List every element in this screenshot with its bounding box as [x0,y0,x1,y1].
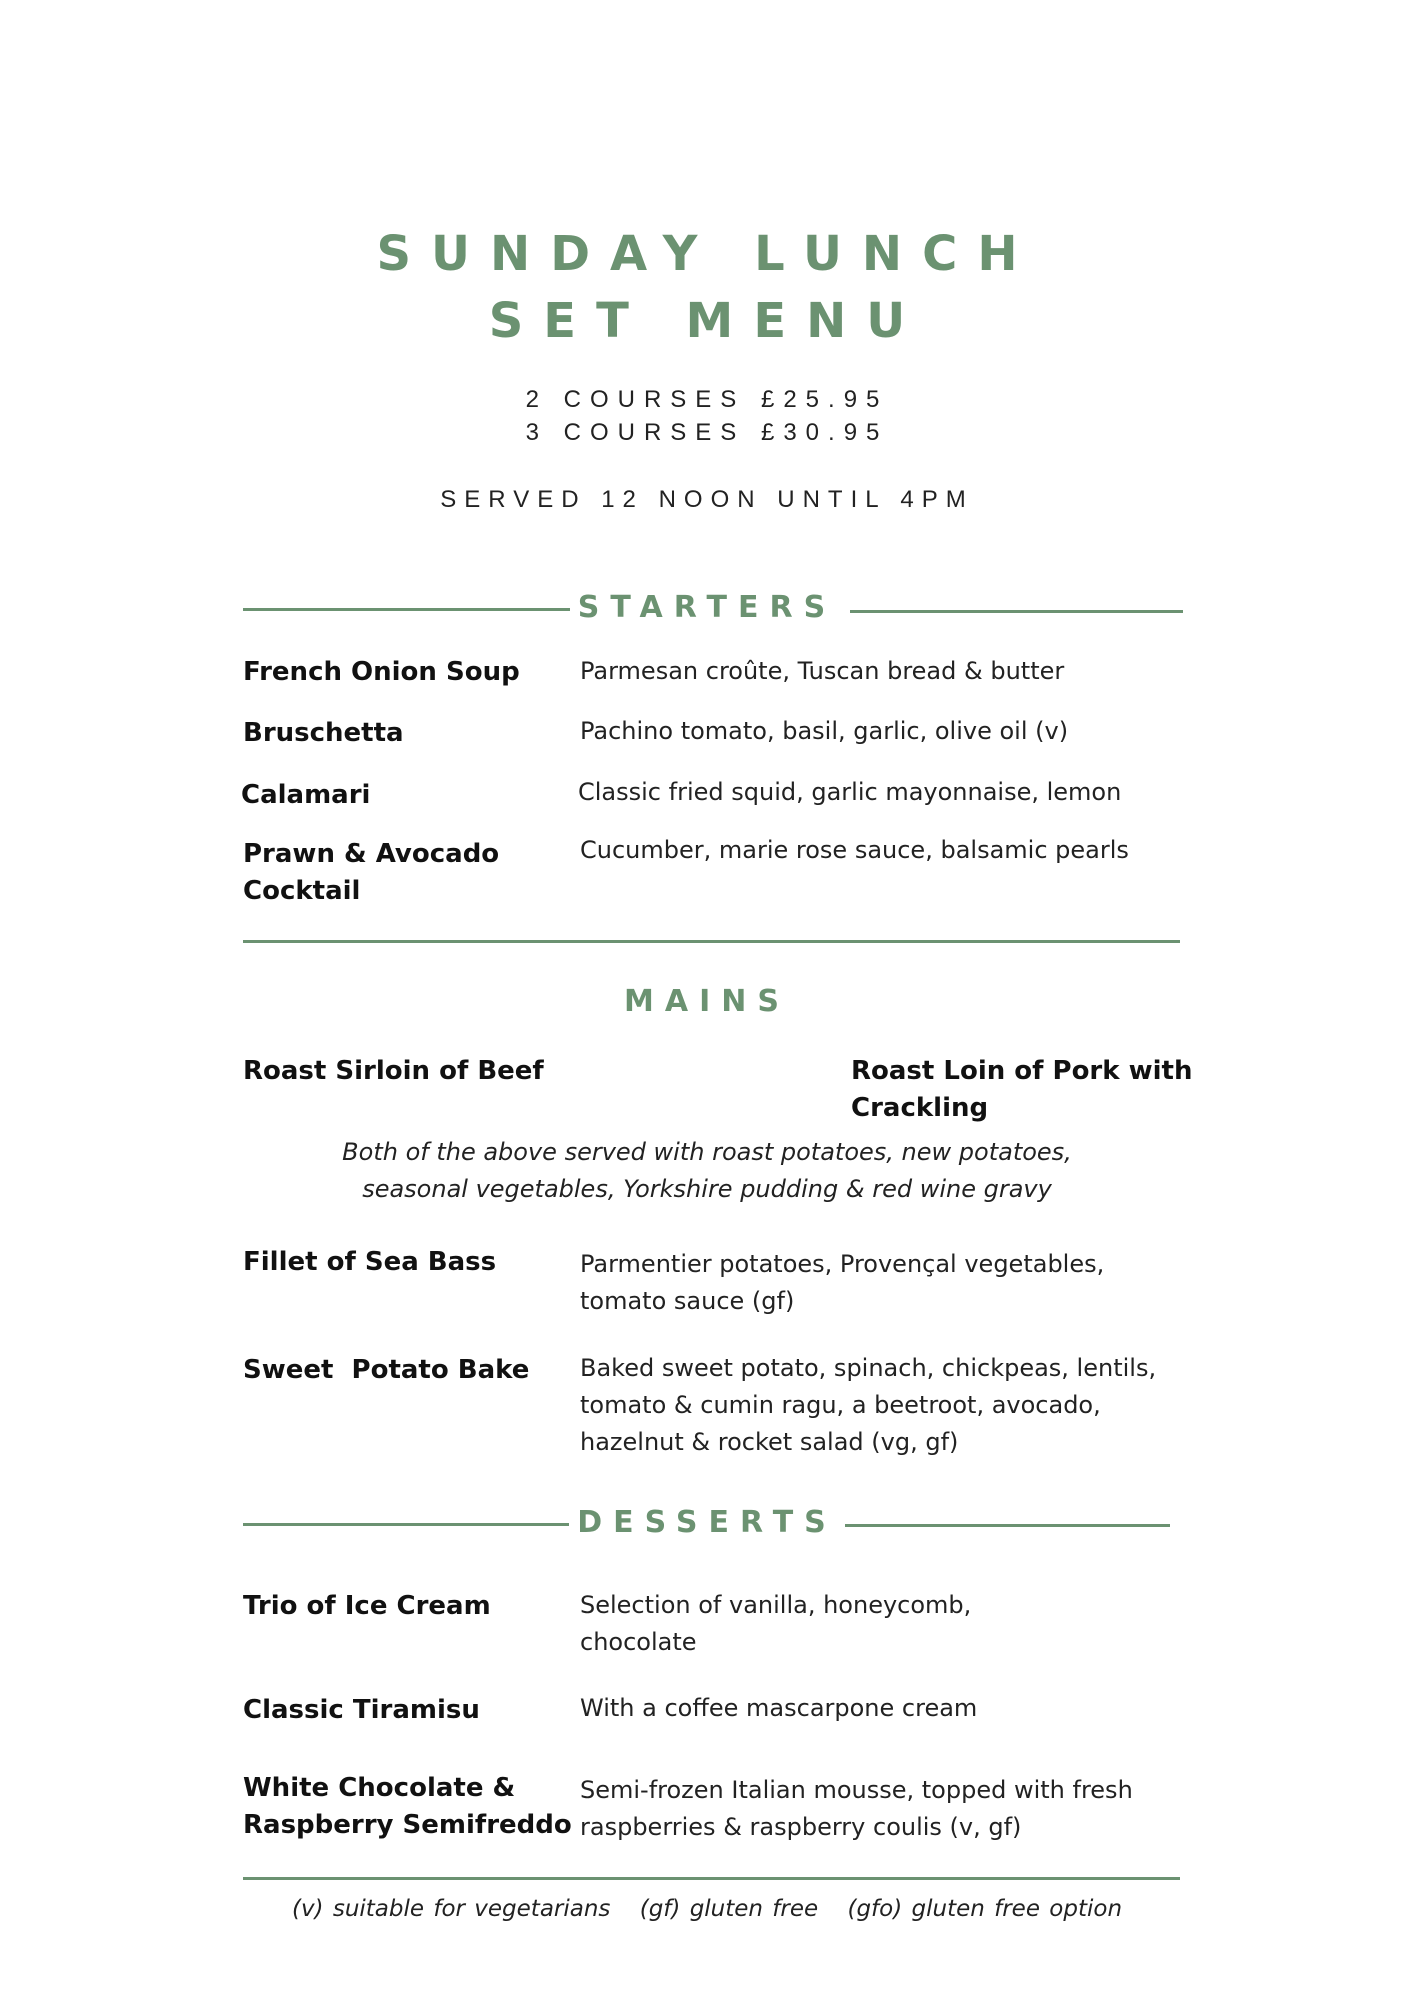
key-gluten-free-option: (gfo) gluten free option [847,1896,1123,1922]
dessert-name: Classic Tiramisu [243,1695,480,1725]
menu-title-line2: SET MENU [488,293,926,349]
price-two-courses: 2 COURSES £25.95 [525,386,889,413]
starter-description: Pachino tomato, basil, garlic, olive oil (v) [580,717,1069,745]
starter-name: Calamari [241,780,371,810]
main-roast-right: Roast Loin of Pork with Crackling [851,1056,1193,1123]
key-vegetarian: (v) suitable for vegetarians [291,1896,611,1922]
starter-name: Bruschetta [243,718,404,748]
price-three-courses: 3 COURSES £30.95 [525,419,889,446]
key-gluten-free: (gf) gluten free [639,1896,819,1922]
section-title-starters: STARTERS [0,590,1414,625]
dessert-description: Semi-frozen Italian mousse, topped with fresh raspberries & raspberry coulis (v, gf) [580,1776,1133,1841]
divider [243,1877,1180,1880]
starter-description: Classic fried squid, garlic mayonnaise, lemon [578,778,1122,806]
main-description: Baked sweet potato, spinach, chickpeas, lentils, tomato & cumin ragu, a beetroot, avocado, hazelnut & rocket salad (vg, gf) [580,1354,1157,1456]
main-name: Sweet Potato Bake [243,1355,530,1385]
main-roast-left: Roast Sirloin of Beef [243,1056,544,1086]
starter-name: French Onion Soup [243,657,520,687]
menu-title-line1: SUNDAY LUNCH [376,226,1038,282]
starter-description: Cucumber, marie rose sauce, balsamic pearls [580,836,1129,864]
dessert-description: Selection of vanilla, honeycomb, chocolate [580,1591,972,1656]
serving-times: SERVED 12 NOON UNTIL 4PM [440,486,974,513]
divider [243,940,1180,943]
section-title-mains: MAINS [624,984,790,1019]
dessert-name: White Chocolate & Raspberry Semifreddo [243,1773,572,1840]
main-description: Parmentier potatoes, Provençal vegetables, tomato sauce (gf) [580,1250,1105,1315]
roast-accompaniments-note: Both of the above served with roast potatoes, new potatoes, seasonal vegetables, Yorkshire pudding & red wine gravy [342,1138,1072,1203]
starter-description: Parmesan croûte, Tuscan bread & butter [580,657,1065,685]
dietary-key [0,1896,1414,1922]
dessert-name: Trio of Ice Cream [243,1591,491,1621]
starter-name: Prawn & Avocado Cocktail [243,839,500,906]
dessert-description: With a coffee mascarpone cream [580,1694,978,1722]
section-title-desserts: DESSERTS [0,1505,1414,1540]
main-name: Fillet of Sea Bass [243,1247,497,1277]
